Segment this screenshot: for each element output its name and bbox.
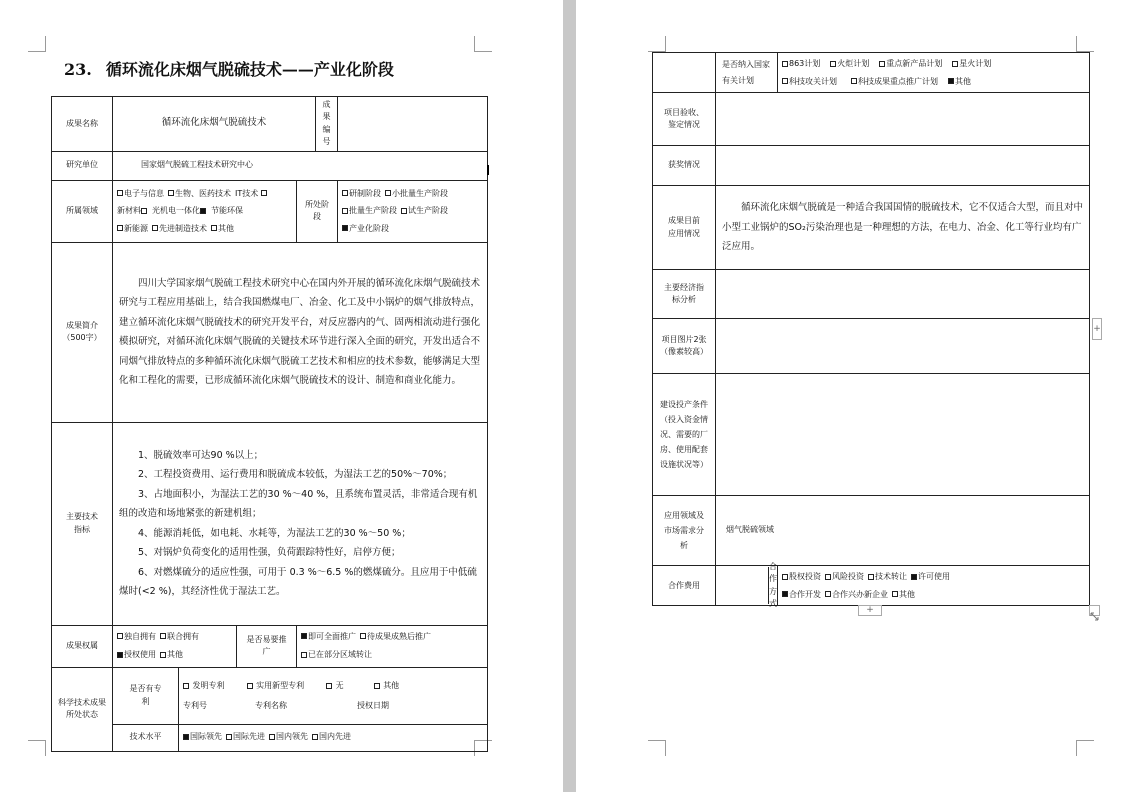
image-label: 项目图片2张（像素较高） [653,319,716,374]
checkbox-icon [261,190,267,196]
plan-label-blank [653,53,716,93]
text-cursor [487,165,489,175]
patent-options [179,667,488,724]
field-options [113,180,297,242]
coop-cost-split [716,562,777,609]
checkbox-icon [879,61,885,67]
coop-option[interactable]: 其他 [892,590,915,599]
condition-value[interactable] [716,374,1090,496]
plan-options [778,53,1090,93]
field-label: 所属领域 [52,180,113,242]
checkbox-icon [782,574,788,580]
plan-option[interactable]: 科技成果重点推广计划 [851,77,938,86]
indicator-item: 3、占地面积小，为湿法工艺的30 %～40 %，且系统布置灵活，非常适合现有机组的改造和场地紧张的新建机组； [119,488,478,520]
coop-option[interactable]: 技术转让 [868,572,907,581]
indicator-item: 2、工程投资费用、运行费用和脱硫成本较低，为湿法工艺的50%～70%； [138,469,453,481]
checkbox-icon [868,574,874,580]
field-option[interactable]: 新材料 [117,206,148,215]
indicator-item: 1、脱硫效率可达90 %以上； [138,449,264,461]
checked-checkbox-icon [301,633,307,639]
patent-label: 是否有专利 [113,667,179,724]
crop-mark [28,36,46,52]
checkbox-icon [269,734,275,740]
field-option[interactable]: IT技术 [235,189,268,198]
image-value[interactable] [716,319,1090,374]
award-value[interactable] [716,146,1090,186]
checkbox-icon [160,633,166,639]
intro-text[interactable]: 四川大学国家烟气脱硫工程技术研究中心在国内外开展的循环流化床烟气脱硫技术研究与工程应用基础上，结合我国燃煤电厂、冶金、化工及中小锅炉的烟气排放特点，建立循环流化床烟气脱硫技术的研究开发平台，对反应器内的气、固两相流动进行强化模拟研究，对循环流化床烟气脱硫的关键技术环节进行深入全面的研究，开发出适合不同烟气排放特点的多种循环流化床烟气脱硫工艺技术和相应的技术参数，能够满足大型化和工程化的需要，已形成循环流化床烟气脱硫技术的设计、制造和商业化能力。 [113,242,488,422]
resize-arrow-icon [1090,612,1099,621]
checkbox-icon [374,683,380,689]
plan-option[interactable]: 火炬计划 [830,59,869,68]
stage-label: 所处阶段 [297,180,338,242]
checkbox-icon [385,190,391,196]
promote-option[interactable]: 即可全面推广 [301,632,356,641]
economic-label: 主要经济指标分析 [653,270,716,319]
ownership-option[interactable]: 独自拥有 [117,632,156,641]
coop-option[interactable]: 合作开发 [782,590,821,599]
coop-option[interactable]: 风险投资 [825,572,864,581]
checkbox-icon [825,574,831,580]
promote-option[interactable]: 已在部分区域转让 [301,650,372,659]
achievement-table [51,96,488,752]
patent-date-label[interactable]: 授权日期 [357,700,389,710]
coop-option[interactable]: 股权投资 [782,572,821,581]
page-gutter [563,0,576,792]
heading-title: 循环流化床烟气脱硫技术——产业化阶段 [105,60,394,79]
checkbox-icon [342,208,348,214]
coop-mode-label: 合作方式 [769,562,777,609]
field-option[interactable]: 其他 [211,224,234,233]
name-label: 成果名称 [52,97,113,152]
ownership-label: 成果权属 [52,625,113,667]
checkbox-icon [301,652,307,658]
ownership-option[interactable]: 联合拥有 [160,632,199,641]
right-page [576,0,1141,792]
field-option[interactable]: 新能源 [117,224,148,233]
ownership-option[interactable]: 其他 [160,650,183,659]
checkbox-icon [851,78,857,84]
number-label: 成果编号 [316,97,338,152]
coop-option[interactable]: 合作兴办新企业 [825,590,888,599]
resize-handle-icon[interactable] [1089,605,1100,616]
checked-checkbox-icon [948,78,954,84]
indicators-label: 主要技术指标 [52,422,113,625]
coop-cost-value[interactable] [716,562,778,609]
checkbox-icon [782,78,788,84]
indicator-item: 5、对锅炉负荷变化的适用性强，负荷跟踪特性好，启停方便； [138,547,401,559]
plan-option[interactable]: 其他 [948,77,971,86]
stage-option[interactable]: 批量生产阶段 [342,206,397,215]
checkbox-icon [401,208,407,214]
sci-status-label: 科学技术成果所处状态 [52,667,113,751]
field-option[interactable]: 先进制造技术 [152,224,207,233]
crop-mark [648,740,666,756]
stage-option[interactable]: 试生产阶段 [401,206,448,215]
intro-label: 成果简介（500字） [52,242,113,422]
stage-options [338,180,488,242]
coop-mode-options [778,566,1090,606]
level-option[interactable]: 国际先进 [226,732,265,741]
checked-checkbox-icon [200,208,206,214]
checked-checkbox-icon [117,652,123,658]
unit-label: 研究单位 [52,151,113,180]
plan-label: 是否纳入国家有关计划 [716,53,778,93]
level-option[interactable]: 国内领先 [269,732,308,741]
checkbox-icon [183,683,189,689]
checkbox-icon [141,208,147,214]
checkbox-icon [830,61,836,67]
checkbox-icon [825,591,831,597]
checkbox-icon [952,61,958,67]
checkbox-icon [312,734,318,740]
plan-option[interactable]: 863计划 [782,59,820,68]
checkbox-icon [152,225,158,231]
checked-checkbox-icon [911,574,917,580]
coop-cost-label: 合作费用 [653,566,716,606]
add-row-button[interactable]: + [858,605,882,616]
field-option[interactable]: 生物、医药技术 [168,189,231,198]
stage-option[interactable]: 研制阶段 [342,189,381,198]
stage-option[interactable]: 小批量生产阶段 [385,189,448,198]
left-page [0,0,563,792]
checked-checkbox-icon [183,734,189,740]
achievement-table-continued [652,52,1090,609]
crop-mark [1076,740,1094,756]
checkbox-icon [892,591,898,597]
checkbox-icon [211,225,217,231]
level-label: 技术水平 [113,724,179,751]
level-option[interactable]: 国际领先 [183,732,222,741]
patent-option[interactable]: 实用新型专利 [247,681,305,690]
checkbox-icon [782,61,788,67]
application-value[interactable]: 循环流化床烟气脱硫是一种适合我国国情的脱硫技术，它不仅适合大型，而且对中小型工业锅炉的SO₂污染治理也是一种理想的方法，在电力、冶金、化工等行业均有广泛应用。 [716,186,1090,270]
page-heading [64,57,394,80]
stage-option[interactable]: 产业化阶段 [342,224,389,233]
name-value[interactable]: 循环流化床烟气脱硫技术 [113,97,316,152]
patent-option[interactable]: 其他 [374,681,400,690]
patent-option[interactable]: 无 [326,681,344,690]
checkbox-icon [168,190,174,196]
field-option[interactable]: 电子与信息 [117,189,164,198]
checkbox-icon [160,652,166,658]
checked-checkbox-icon [782,591,788,597]
crop-mark [474,36,492,52]
checkbox-icon [117,633,123,639]
plan-option[interactable]: 星火计划 [952,59,991,68]
checkbox-icon [342,190,348,196]
crop-mark [1076,36,1094,52]
economic-value[interactable] [716,270,1090,319]
indicator-item: 6、对燃煤硫分的适应性强，可用于 0.3 %～6.5 %的燃煤硫分。且应用于中低硫煤时(<2 %)，其经济性优于湿法工艺。 [119,566,477,597]
number-value[interactable] [338,97,488,152]
patent-number-label[interactable]: 专利号 [183,700,207,710]
level-option[interactable]: 国内先进 [312,732,351,741]
plan-option[interactable]: 科技攻关计划 [782,77,837,86]
add-column-button[interactable]: + [1092,318,1102,340]
unit-value[interactable]: 国家烟气脱硫工程技术研究中心 [113,151,488,180]
ownership-options [113,625,237,667]
checkbox-icon [326,683,332,689]
coop-cost-input[interactable] [716,567,769,604]
condition-label: 建设投产条件（投入资金情况、需要的厂房、使用配套设施状况等） [653,374,716,496]
checkbox-icon [117,225,123,231]
heading-number: 23. [64,60,92,79]
field-option[interactable]: 节能环保 [211,206,243,216]
level-options [179,724,488,751]
checkbox-icon [117,190,123,196]
indicators-list[interactable] [113,422,488,625]
coop-option[interactable]: 许可使用 [911,572,950,581]
promote-option[interactable]: 待成果成熟后推广 [360,632,431,641]
checked-checkbox-icon [342,225,348,231]
patent-option[interactable]: 发明专利 [183,681,225,690]
plan-option[interactable]: 重点新产品计划 [879,59,942,68]
checkbox-icon [226,734,232,740]
patent-name-label[interactable]: 专利名称 [255,700,287,710]
field-option[interactable]: 光机电一体化 [152,206,207,215]
checkbox-icon [360,633,366,639]
indicator-item: 4、能源消耗低，如电耗、水耗等，为湿法工艺的30 %～50 %； [138,527,411,539]
application-label: 成果目前应用情况 [653,186,716,270]
promote-options [297,625,488,667]
award-label: 获奖情况 [653,146,716,186]
promote-label: 是否易要推广 [237,625,297,667]
market-label: 应用领域及市场需求分析 [653,496,716,566]
market-value[interactable]: 烟气脱硫领域 [716,496,1090,566]
checkbox-icon [247,683,253,689]
crop-mark [648,36,666,52]
crop-mark [28,740,46,756]
acceptance-value[interactable] [716,93,1090,146]
ownership-option[interactable]: 授权使用 [117,650,156,659]
acceptance-label: 项目验收、鉴定情况 [653,93,716,146]
